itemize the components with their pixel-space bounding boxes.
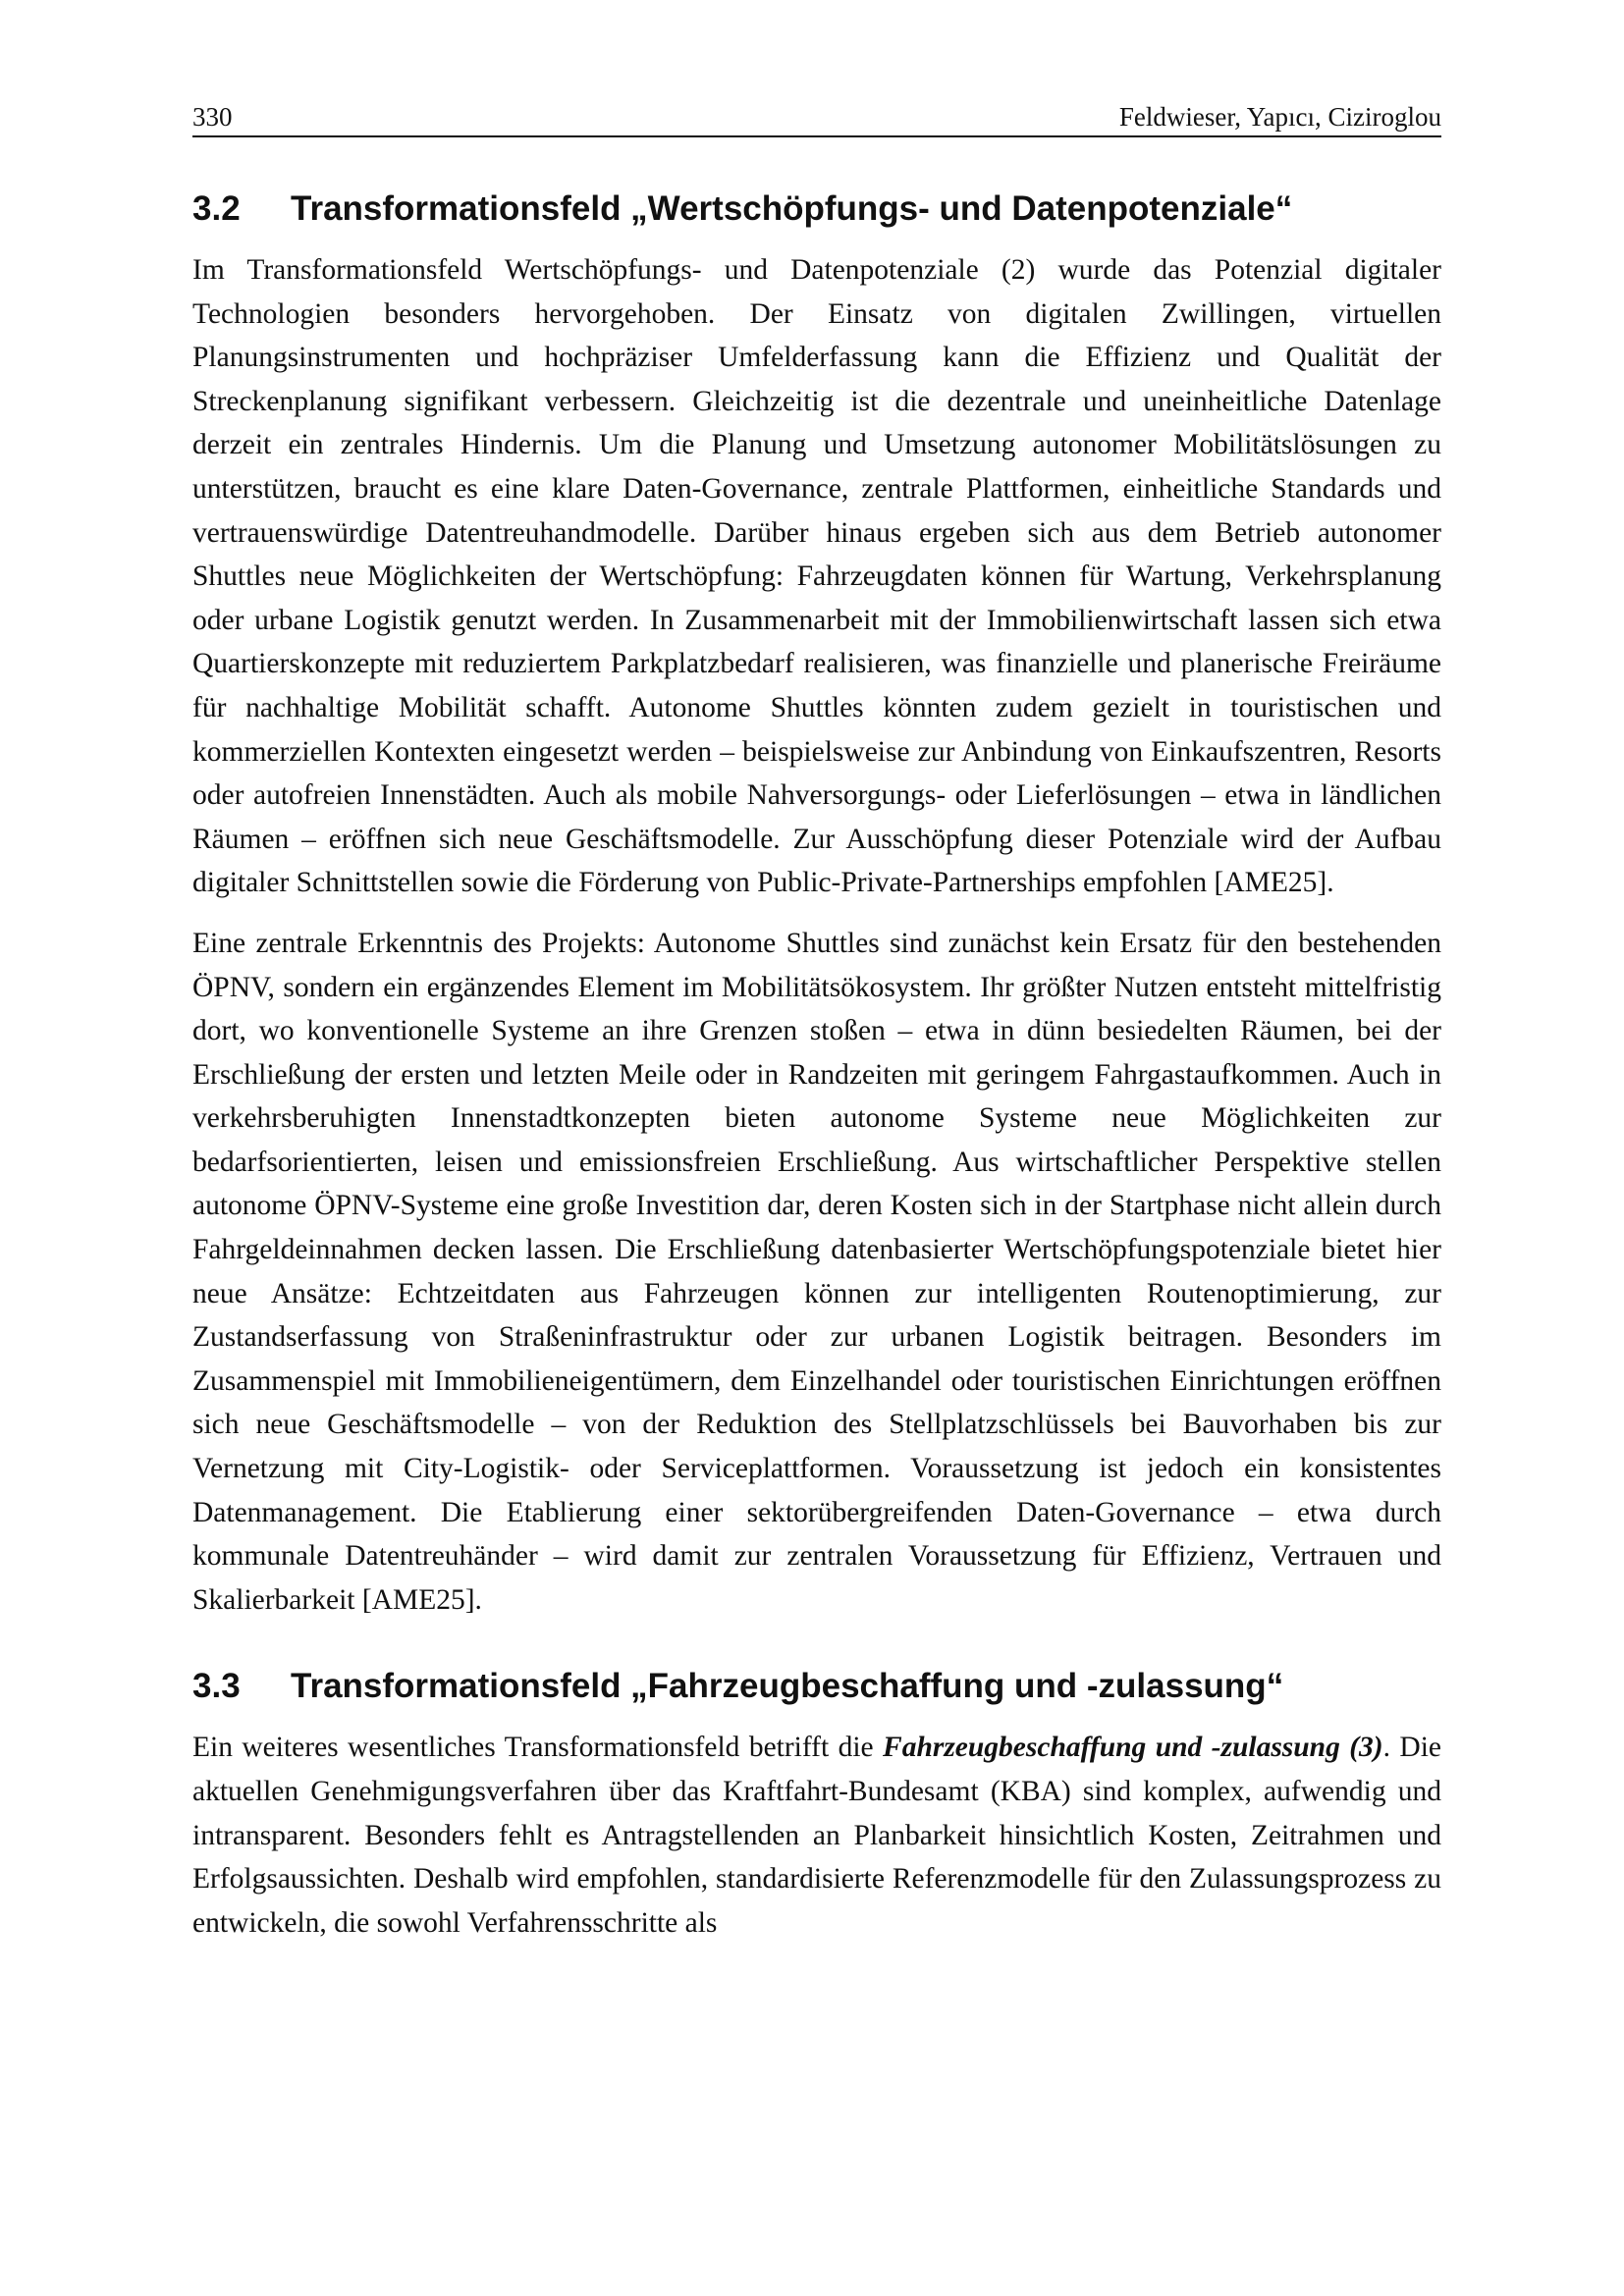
page — [192, 102, 1441, 1945]
section-number: 3.3 — [192, 1667, 241, 1706]
running-header — [192, 102, 1441, 137]
section-title: Transformationsfeld „Wertschöpfungs- und Datenpotenziale“ — [291, 189, 1293, 228]
body-paragraph: Eine zentrale Erkenntnis des Projekts: Autonome Shuttles sind zunächst kein Ersatz für den bestehenden ÖPNV, sondern ein ergänzendes Element im Mobilitätsökosystem. Ihr größter Nutzen entsteht mittelfristig dort, wo konventionelle Systeme an ihre Grenzen stoßen – etwa in dünn besiedelten Räumen, bei der Erschließung der ersten und letzten Meile oder in Randzeiten mit geringem Fahrgastaufkommen. Auch in verkehrsberuhigten Innenstadtkonzepten bieten autonome Systeme neue Möglichkeiten zur bedarfsorientierten, leisen und emissionsfreien Erschließung. Aus wirtschaftlicher Perspektive stellen autonome ÖPNV-Systeme eine große Investition dar, deren Kosten sich in der Startphase nicht allein durch Fahrgeldeinnahmen decken lassen. Die Erschließung datenbasierter Wertschöpfungspotenziale bietet hier neue Ansätze: Echtzeitdaten aus Fahrzeugen können zur intelligenten Routenoptimierung, zur Zustandserfassung von Straßeninfrastruktur oder zur urbanen Logistik beitragen. Besonders im Zusammenspiel mit Immobilieneigentümern, dem Einzelhandel oder touristischen Einrichtungen eröffnen sich neue Geschäftsmodelle – von der Reduktion des Stellplatzschlüssels bei Bauvorhaben bis zur Vernetzung mit City-Logistik- oder Serviceplattformen. Voraussetzung ist jedoch ein konsistentes Datenmanagement. Die Etablierung einer sektorübergreifenden Daten-Governance – etwa durch kommunale Datentreuhänder – wird damit zur zentralen Voraussetzung für Effizienz, Vertrauen und Skalierbarkeit [AME25]. — [192, 927, 1441, 1616]
section-number: 3.2 — [192, 189, 241, 228]
section-heading-3-2 — [192, 187, 1441, 231]
page-number: 330 — [192, 102, 233, 132]
paragraph-lead: Ein weiteres wesentliches Transformationsfeld betrifft die — [192, 1732, 884, 1764]
section-title: Transformationsfeld „Fahrzeugbeschaffung und -zulassung“ — [291, 1667, 1284, 1706]
running-header-authors: Feldwieser, Yapıcı, Ciziroglou — [1118, 102, 1441, 132]
paragraph-rest: . Die aktuellen Genehmigungsverfahren über das Kraftfahrt-Bundesamt (KBA) sind komplex, aufwendig und intransparent. Besonders fehlt es Antragstellenden an Planbarkeit hinsichtlich Kosten, Zeitrahmen und Erfolgsaussichten. Deshalb wird empfohlen, standardisierte Referenzmodelle für den Zulassungsprozess zu entwickeln, die sowohl Verfahrensschritte als — [192, 1732, 1442, 1939]
body-paragraph — [192, 1726, 1441, 1945]
emphasized-term: Fahrzeugbeschaffung und -zulassung (3) — [883, 1732, 1383, 1764]
section-heading-3-3 — [192, 1665, 1441, 1708]
body-paragraph: Im Transformationsfeld Wertschöpfungs- und Datenpotenziale (2) wurde das Potenzial digitaler Technologien besonders hervorgehoben. Der Einsatz von digitalen Zwillingen, virtuellen Planungsinstrumenten und hochpräziser Umfelderfassung kann die Effizienz und Qualität der Streckenplanung signifikant verbessern. Gleichzeitig ist die dezentrale und uneinheitliche Datenlage derzeit ein zentrales Hindernis. Um die Planung und Umsetzung autonomer Mobilitätslösungen zu unterstützen, braucht es eine klare Daten-Governance, zentrale Plattformen, einheitliche Standards und vertrauenswürdige Datentreuhandmodelle. Darüber hinaus ergeben sich aus dem Betrieb autonomer Shuttles neue Möglichkeiten der Wertschöpfung: Fahrzeugdaten können für Wartung, Verkehrsplanung oder urbane Logistik genutzt werden. In Zusammenarbeit mit der Immobilienwirtschaft lassen sich etwa Quartierskonzepte mit reduziertem Parkplatzbedarf realisieren, was finanzielle und planerische Freiräume für nachhaltige Mobilität schafft. Autonome Shuttles könnten zudem gezielt in touristischen und kommerziellen Kontexten eingesetzt werden – beispielsweise zur Anbindung von Einkaufszentren, Resorts oder autofreien Innenstädten. Auch als mobile Nahversorgungs- oder Lieferlösungen – etwa in ländlichen Räumen – eröffnen sich neue Geschäftsmodelle. Zur Ausschöpfung dieser Potenziale wird der Aufbau digitaler Schnittstellen sowie die Förderung von Public-Private-Partnerships empfohlen [AME25]. — [192, 254, 1441, 899]
